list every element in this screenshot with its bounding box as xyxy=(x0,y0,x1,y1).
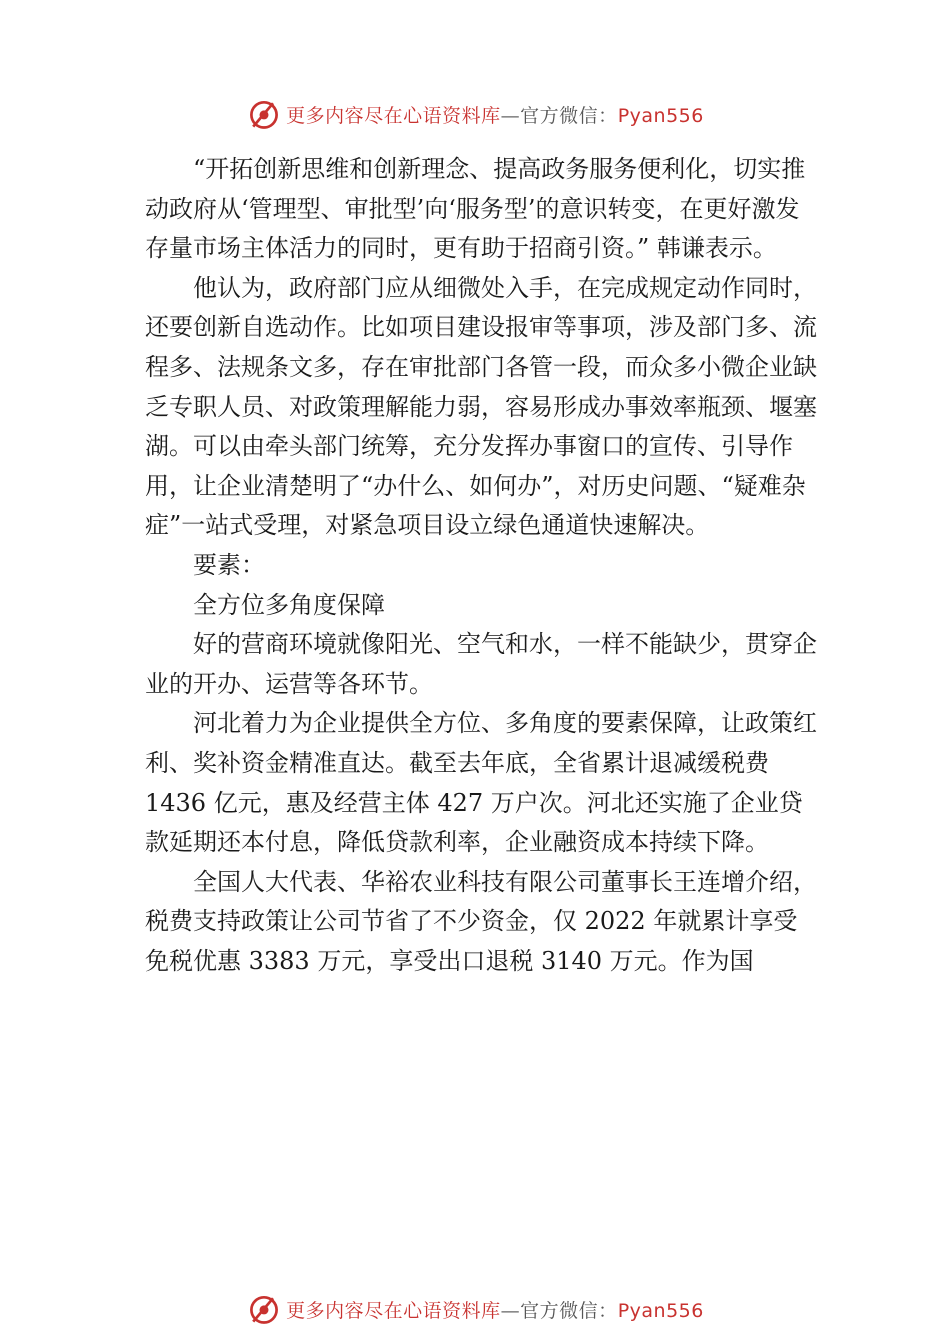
article-body xyxy=(145,150,820,981)
banner-text: 更多内容尽在心语资料库—官方微信：Pyan556 xyxy=(286,104,704,127)
paragraph: “开拓创新思维和创新理念、提高政务服务便利化，切实推动政府从‘管理型、审批型’向‘服务型’的意识转变，在更好激发存量市场主体活力的同时，更有助于招商引资。” 韩谦表示。 xyxy=(145,155,806,263)
section-label: 要素： xyxy=(193,550,265,579)
paragraph: 好的营商环境就像阳光、空气和水，一样不能缺少，贯穿企业的开办、运营等各环节。 xyxy=(145,630,817,698)
section-heading: 全方位多角度保障 xyxy=(193,590,385,619)
footer-banner xyxy=(0,1289,950,1329)
brand-logo-icon xyxy=(246,96,282,132)
banner-text: 更多内容尽在心语资料库—官方微信：Pyan556 xyxy=(286,1299,704,1322)
header-banner xyxy=(0,94,950,134)
paragraph: 全国人大代表、华裕农业科技有限公司董事长王连增介绍，税费支持政策让公司节省了不少资金，仅 2022 年就累计享受免税优惠 3383 万元，享受出口退税 3140 万元。作为国 xyxy=(145,867,817,975)
paragraph: 他认为，政府部门应从细微处入手，在完成规定动作同时，还要创新自选动作。比如项目建设报审等事项，涉及部门多、流程多、法规条文多，存在审批部门各管一段，而众多小微企业缺乏专职人员、对政策理解能力弱，容易形成办事效率瓶颈、堰塞湖。可以由牵头部门统筹，充分发挥办事窗口的宣传、引导作用，让企业清楚明了“办什么、如何办”，对历史问题、“疑难杂症”一站式受理，对紧急项目设立绿色通道快速解决。 xyxy=(145,273,817,540)
brand-logo-icon xyxy=(246,1291,282,1327)
paragraph: 河北着力为企业提供全方位、多角度的要素保障，让政策红利、奖补资金精准直达。截至去年底，全省累计退减缓税费 1436 亿元，惠及经营主体 427 万户次。河北还实施了企业贷款延期还本付息，降低贷款利率，企业融资成本持续下降。 xyxy=(145,709,817,857)
